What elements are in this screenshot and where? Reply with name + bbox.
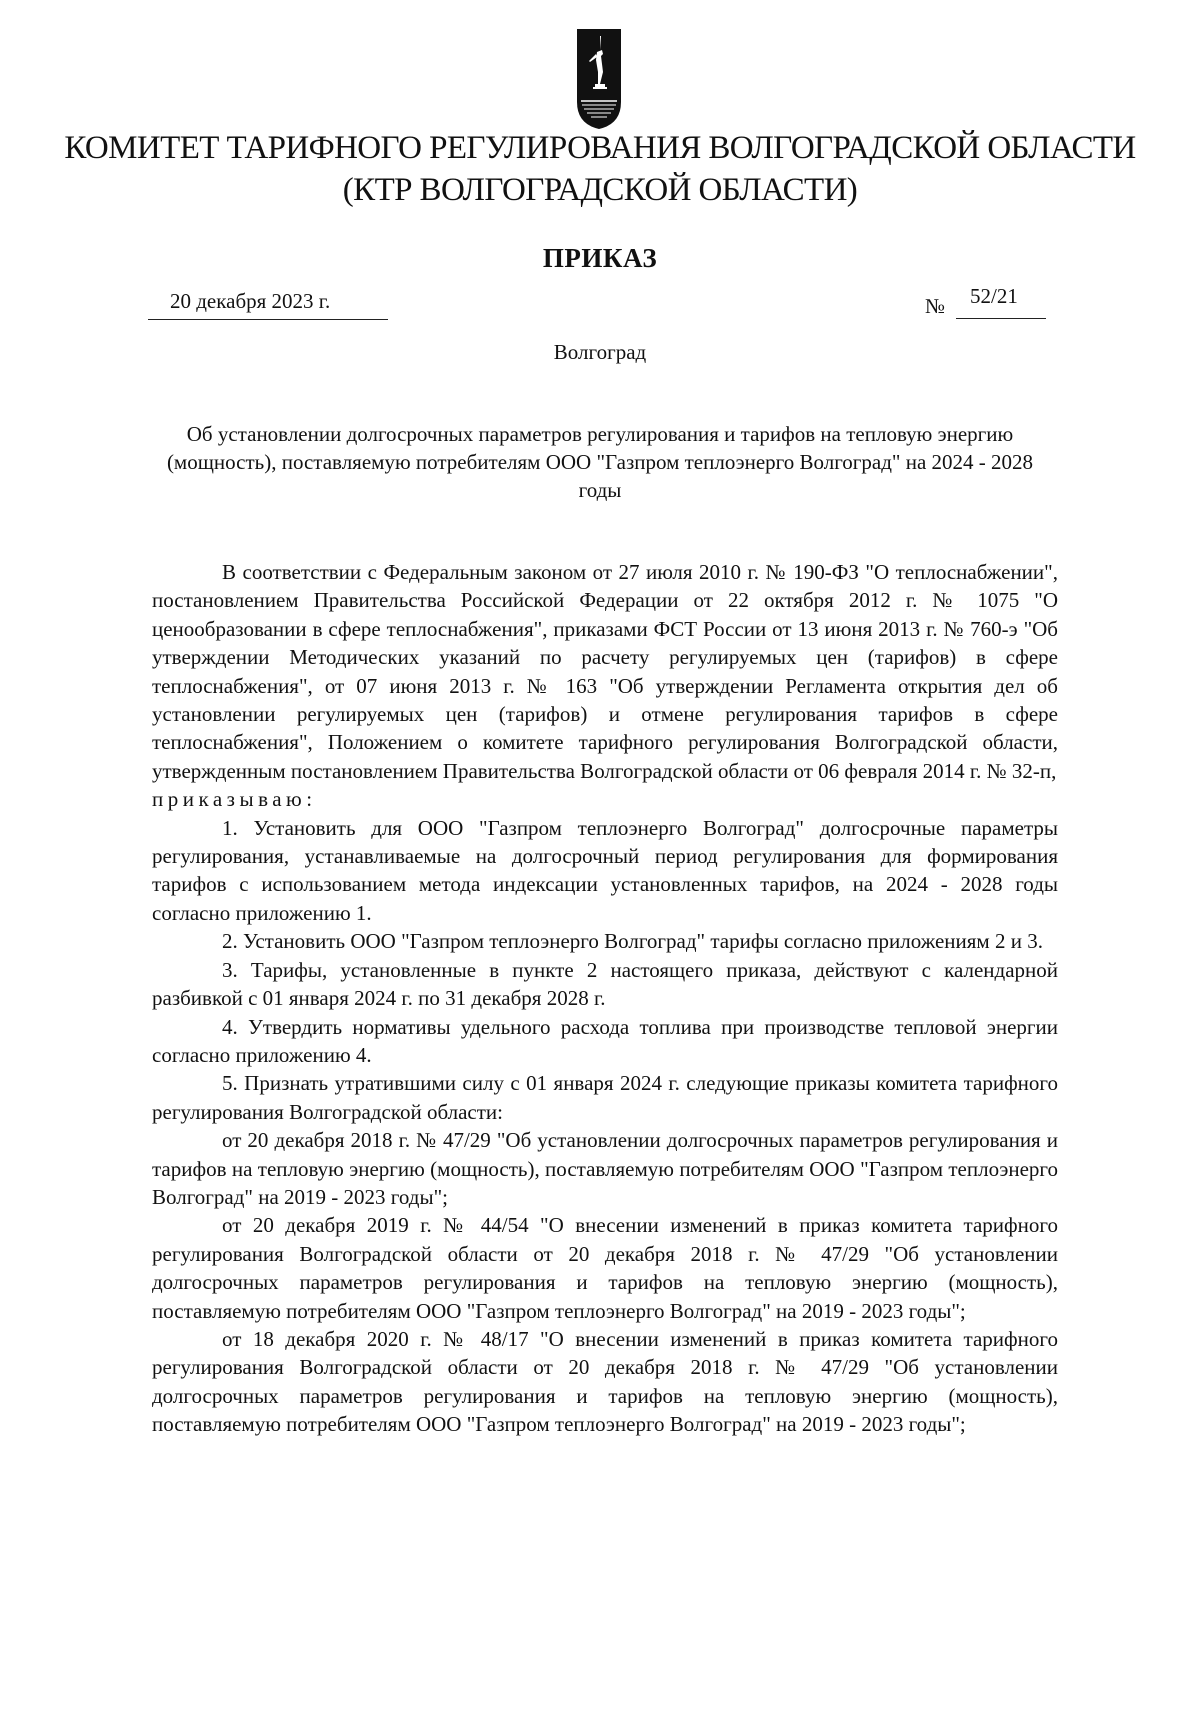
order-date: 20 декабря 2023 г. [170, 289, 331, 313]
order-body [152, 558, 1058, 1439]
order-number: 52/21 [970, 284, 1018, 308]
organization-name: КОМИТЕТ ТАРИФНОГО РЕГУЛИРОВАНИЯ ВОЛГОГРАДСКОЙ ОБЛАСТИ [64, 130, 1136, 166]
preamble-paragraph: В соответствии с Федеральным законом от 27 июля 2010 г. № 190-ФЗ "О теплоснабжении", постановлением Правительства Российской Федерации от 22 октября 2012 г. № 1075 "О ценообразовании в сфере теплоснабжения", приказами ФСТ России от 13 июня 2013 г. № 760-э "Об утверждении Методических указаний по расчету регулируемых цен (тарифов) в сфере теплоснабжения", от 07 июня 2013 г. № 163 "Об утверждении Регламента открытия дел об установлении регулируемых цен (тарифов) и отмене регулирования тарифов в сфере теплоснабжения", Положением о комитете тарифного регулирования Волгоградской области, утвержденным постановлением Правительства Волгоградской области от 06 февраля 2014 г. № 32-п, [152, 560, 1058, 783]
volgograd-coat-of-arms-icon [576, 28, 622, 130]
repealed-order-1: от 20 декабря 2018 г. № 47/29 "Об установлении долгосрочных параметров регулирования и тарифов на тепловую энергию (мощность), поставляемую потребителям ООО "Газпром теплоэнерго Волгоград" на 2019 - 2023 годы"; [152, 1128, 1058, 1209]
repealed-order-3: от 18 декабря 2020 г. № 48/17 "О внесении изменений в приказ комитета тарифного регулирования Волгоградской области от 20 декабря 2018 г. № 47/29 "Об установлении долгосрочных параметров регулирования и тарифов на тепловую энергию (мощность), поставляемую потребителям ООО "Газпром теплоэнерго Волгоград" на 2019 - 2023 годы"; [152, 1326, 1058, 1437]
organization-short-name: (КТР ВОЛГОГРАДСКОЙ ОБЛАСТИ) [342, 172, 858, 208]
order-subject: Об установлении долгосрочных параметров регулирования и тарифов на тепловую энергию (мощность), поставляемую потребителям ООО "Газпром теплоэнерго Волгоград" на 2024 - 2028 годы [166, 422, 1034, 502]
order-date-field [148, 285, 388, 320]
order-item-1: 1. Установить для ООО "Газпром теплоэнерго Волгоград" долгосрочные параметры регулирования, устанавливаемые на долгосрочный период регулирования для формирования тарифов с использованием метода индексации установленных тарифов, на 2024 - 2028 годы согласно приложению 1. [152, 815, 1058, 925]
order-item-5: 5. Признать утратившими силу с 01 января 2024 г. следующие приказы комитета тарифного регулирования Волгоградской области: [152, 1071, 1058, 1124]
repealed-order-2: от 20 декабря 2019 г. № 44/54 "О внесении изменений в приказ комитета тарифного регулирования Волгоградской области от 20 декабря 2018 г. № 47/29 "Об установлении долгосрочных параметров регулирования и тарифов на тепловую энергию (мощность), поставляемую потребителям ООО "Газпром теплоэнерго Волгоград" на 2019 - 2023 годы"; [152, 1213, 1058, 1323]
order-number-label: № [925, 294, 946, 318]
order-directive: приказываю: [152, 787, 317, 812]
document-type-title: ПРИКАЗ [542, 243, 658, 273]
order-city: Волгоград [553, 340, 647, 364]
order-item-3: 3. Тарифы, установленные в пункте 2 настоящего приказа, действуют с календарной разбивкой с 01 января 2024 г. по 31 декабря 2028 г. [152, 957, 1058, 1011]
order-number-field [956, 280, 1046, 319]
order-item-2: 2. Установить ООО "Газпром теплоэнерго Волгоград" тарифы согласно приложениям 2 и 3. [222, 929, 1043, 954]
order-item-4: 4. Утвердить нормативы удельного расхода топлива при производстве тепловой энергии согласно приложению 4. [152, 1014, 1058, 1067]
